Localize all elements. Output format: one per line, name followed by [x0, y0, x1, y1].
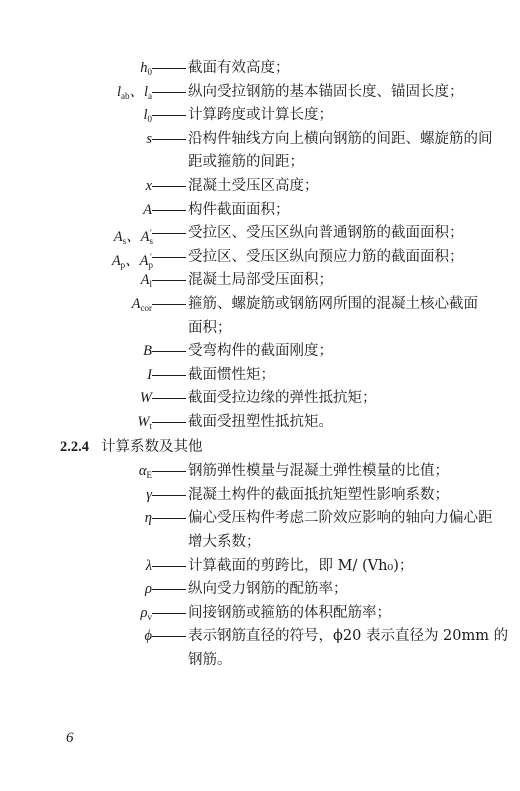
symbol-entry	[0, 129, 520, 149]
em-dash-separator	[152, 375, 186, 376]
symbol: s	[146, 130, 152, 147]
symbol: ϕ	[144, 628, 152, 645]
symbol-description: 受拉区、受压区纵向普通钢筋的截面面积；	[188, 225, 464, 242]
em-dash-separator	[152, 210, 186, 211]
symbol: $\alpha_E$	[138, 463, 152, 481]
em-dash-separator	[152, 471, 186, 472]
symbol: $W_t$	[137, 414, 152, 431]
em-dash-separator	[152, 186, 186, 187]
symbol-description: 混凝土局部受压面积；	[188, 272, 333, 289]
em-dash-separator	[152, 139, 186, 140]
em-dash-separator	[152, 233, 186, 234]
em-dash-separator	[152, 257, 186, 258]
symbol: A	[143, 201, 152, 218]
symbol-description: 截面有效高度；	[188, 60, 290, 76]
symbol: $\rho_v$	[140, 604, 152, 622]
symbol-entry	[0, 508, 520, 528]
em-dash-separator	[152, 613, 186, 614]
description-continuation: 钢筋。	[188, 652, 232, 668]
symbol-entry	[0, 200, 520, 220]
section-number: 2.2.4	[60, 438, 89, 455]
symbol: $A_l$	[140, 272, 152, 290]
description-continuation: 增大系数；	[188, 534, 261, 550]
em-dash-separator	[152, 304, 186, 305]
em-dash-separator	[152, 566, 186, 567]
symbol-description: 截面受拉边缘的弹性抵抗矩；	[188, 390, 377, 407]
symbol-entry	[0, 105, 520, 125]
em-dash-separator	[152, 115, 186, 116]
description-continuation: 距或箍筋的间距；	[188, 154, 304, 171]
symbol-entry	[0, 556, 520, 576]
symbol: $A_s$、$A_s'$	[113, 228, 154, 247]
symbol: η	[144, 510, 152, 527]
symbol-description: 偏心受压构件考虑二阶效应影响的轴向力偏心距	[188, 510, 493, 527]
symbol: x	[145, 178, 152, 194]
symbol: λ	[145, 557, 152, 574]
symbol: ρ	[145, 581, 152, 598]
symbol-description: 受弯构件的截面刚度；	[188, 343, 333, 360]
symbol: B	[143, 343, 152, 360]
symbol-entry	[0, 626, 520, 646]
em-dash-separator	[152, 92, 186, 93]
symbol-description: 纵向受拉钢筋的基本锚固长度、锚固长度；	[188, 83, 464, 100]
symbol-description: 间接钢筋或箍筋的体积配筋率；	[188, 604, 391, 621]
em-dash-separator	[152, 422, 186, 423]
symbol-description: 计算截面的剪跨比，即 M/ (Vh₀)；	[188, 557, 414, 574]
em-dash-separator	[152, 636, 186, 637]
symbol-entry	[0, 365, 520, 385]
symbol-description: 箍筋、螺旋筋或钢筋网所围的混凝土核心截面	[188, 296, 478, 312]
symbol-entry	[0, 58, 520, 78]
symbol: $A_p$、$A_p'$	[111, 251, 154, 270]
description-continuation: 面积；	[188, 319, 232, 336]
symbol-description: 纵向受力钢筋的配筋率；	[188, 581, 348, 598]
symbol-entry	[0, 603, 520, 623]
symbol-entry	[0, 294, 520, 314]
em-dash-separator	[152, 589, 186, 590]
section-title: 计算系数及其他	[101, 438, 203, 455]
em-dash-separator	[152, 398, 186, 399]
symbol-entry	[0, 247, 520, 270]
symbol: $h_0$	[140, 60, 152, 77]
symbol-entry	[0, 341, 520, 361]
em-dash-separator	[152, 518, 186, 519]
symbol: I	[147, 366, 152, 383]
symbol-entry	[0, 82, 520, 102]
symbol-entry	[0, 270, 520, 290]
symbol-entry	[0, 388, 520, 408]
symbol-description: 受拉区、受压区纵向预应力筋的截面面积；	[188, 248, 464, 265]
symbol: γ	[146, 486, 152, 503]
em-dash-separator	[152, 280, 186, 281]
symbol-description: 沿构件轴线方向上横向钢筋的间距、螺旋筋的间	[188, 130, 493, 147]
page-number: 6	[66, 730, 74, 746]
section-heading	[60, 437, 203, 457]
symbol-description: 钢筋弹性模量与混凝土弹性模量的比值；	[188, 463, 449, 480]
symbol-description: 计算跨度或计算长度；	[188, 107, 333, 124]
symbol-description: 构件截面面积；	[188, 201, 290, 218]
symbol-description: 混凝土受压区高度；	[188, 178, 319, 194]
symbol-entry	[0, 412, 520, 432]
em-dash-separator	[152, 351, 186, 352]
symbol-description: 表示钢筋直径的符号，ϕ20 表示直径为 20mm 的	[188, 628, 509, 645]
symbol: $A_{cor}$	[131, 296, 152, 313]
symbol-entry	[0, 485, 520, 505]
symbol-entry	[0, 579, 520, 599]
symbol-description: 截面惯性矩；	[188, 366, 275, 383]
symbol-entry	[0, 461, 520, 481]
symbol: $l_0$	[143, 107, 152, 125]
em-dash-separator	[152, 495, 186, 496]
symbol-entry	[0, 223, 520, 247]
symbol: $l_{ab}$、$l_a$	[116, 83, 152, 101]
em-dash-separator	[152, 68, 186, 69]
symbol-description: 截面受扭塑性抵抗矩。	[188, 414, 333, 430]
symbol: W	[139, 390, 152, 407]
symbol-entry	[0, 176, 520, 196]
symbol-description: 混凝土构件的截面抵抗矩塑性影响系数；	[188, 486, 449, 503]
